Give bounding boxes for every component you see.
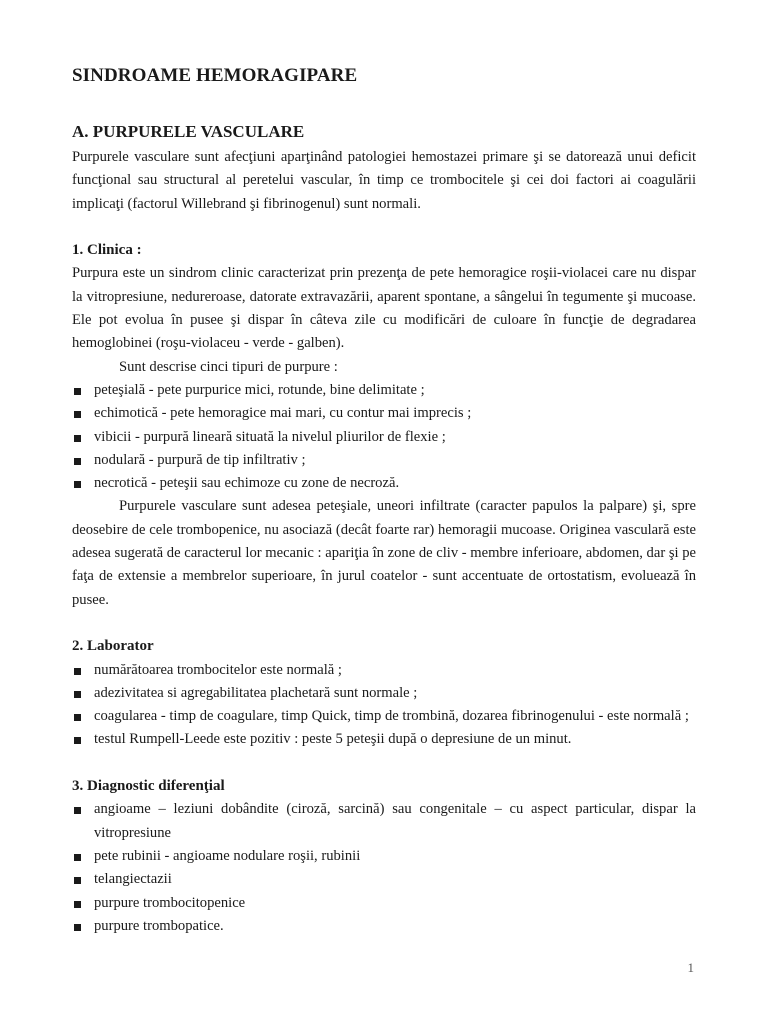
list-item-text: purpure trombocitopenice xyxy=(94,894,246,911)
list-item-text: telangiectazii xyxy=(94,871,172,888)
document-page xyxy=(72,62,696,938)
clinica-heading: 1. Clinica : xyxy=(72,242,142,259)
square-bullet-icon xyxy=(74,691,81,698)
list-item-text: pete rubinii - angioame nodulare roşii, rubinii xyxy=(94,847,361,864)
square-bullet-icon xyxy=(74,924,81,931)
list-item xyxy=(72,379,696,402)
list-item xyxy=(72,426,696,449)
square-bullet-icon xyxy=(74,668,81,675)
list-item-text: coagularea - timp de coagulare, timp Quick, timp de trombină, dozarea fibrinogenului - este normală ; xyxy=(94,708,689,725)
clinica-paragraph: Purpura este un sindrom clinic caracterizat prin prezenţa de pete hemoragice roşii-violacei care nu dispar la vitropresiune, nedureroase, datorate extravazării, aparent spontane, a sângelui în tegumente şi mucoase. Ele pot evolua în pusee şi dispar în câteva zile cu modificări de culoare în funcţie de degradarea hemoglobinei (roşu-violaceu - verde - galben). xyxy=(72,265,696,352)
list-item-text: testul Rumpell-Leede este pozitiv : peste 5 peteşii după o depresiune de un minut. xyxy=(94,731,572,748)
square-bullet-icon xyxy=(74,901,81,908)
list-item xyxy=(72,868,696,891)
list-item xyxy=(72,915,696,938)
square-bullet-icon xyxy=(74,854,81,861)
square-bullet-icon xyxy=(74,481,81,488)
list-item-text: necrotică - peteşii sau echimoze cu zone de necroză. xyxy=(94,475,400,492)
clinica-closing: Purpurele vasculare sunt adesea peteşiale, uneori infiltrate (caracter papulos la palpare) şi, spre deosebire de cele trombopenice, nu asociază (decât foarte rar) hemoragii mucoase. Originea vasculară este adesea sugerată de caracterul lor mecanic : apariţia în zone de cliv - membre inferioare, abdomen, dar şi pe faţa de extensie a membrelor superioare, în jurul coatelor - sunt accentuate de ortostatism, evoluează în pusee. xyxy=(72,498,696,608)
list-item-text: vibicii - purpură lineară situată la nivelul pliurilor de flexie ; xyxy=(94,428,446,445)
list-item xyxy=(72,798,696,845)
square-bullet-icon xyxy=(74,458,81,465)
list-item xyxy=(72,659,696,682)
square-bullet-icon xyxy=(74,411,81,418)
list-item xyxy=(72,728,696,751)
square-bullet-icon xyxy=(74,807,81,814)
list-item-text: nodulară - purpură de tip infiltrativ ; xyxy=(94,451,306,468)
list-item xyxy=(72,705,696,728)
laborator-heading: 2. Laborator xyxy=(72,638,154,655)
list-item xyxy=(72,402,696,425)
list-item-text: adezivitatea si agregabilitatea plachetară sunt normale ; xyxy=(94,684,418,701)
list-item-text: peteşială - pete purpurice mici, rotunde, bine delimitate ; xyxy=(94,381,425,398)
square-bullet-icon xyxy=(74,877,81,884)
square-bullet-icon xyxy=(74,714,81,721)
list-item-text: purpure trombopatice. xyxy=(94,917,224,934)
document-title: SINDROAME HEMORAGIPARE xyxy=(72,65,358,86)
spacer xyxy=(72,612,696,635)
square-bullet-icon xyxy=(74,388,81,395)
diagnostic-list xyxy=(72,798,696,938)
list-item-text: echimotică - pete hemoragice mai mari, cu contur mai imprecis ; xyxy=(94,405,472,422)
list-item-text: angioame – leziuni dobândite (ciroză, sarcină) sau congenitale – cu aspect particular, dispar la vitropresiune xyxy=(94,801,696,841)
section-a-heading: A. PURPURELE VASCULARE xyxy=(72,122,305,141)
diagnostic-heading: 3. Diagnostic diferenţial xyxy=(72,778,225,795)
section-a-intro: Purpurele vasculare sunt afecţiuni aparţinând patologiei hemostazei primare şi se datorează unui deficit funcţional sau structural al peretelui vascular, în timp ce trombocitele şi cei doi factori ai coagulării implicaţi (factorul Willebrand şi fibrinogenul) sunt normali. xyxy=(72,149,696,212)
spacer xyxy=(72,216,696,239)
page-number: 1 xyxy=(687,960,694,975)
list-item xyxy=(72,449,696,472)
spacer xyxy=(72,752,696,775)
list-item xyxy=(72,892,696,915)
laborator-list xyxy=(72,659,696,752)
purpura-types-list xyxy=(72,379,696,495)
list-item xyxy=(72,845,696,868)
square-bullet-icon xyxy=(74,435,81,442)
square-bullet-icon xyxy=(74,737,81,744)
list-item xyxy=(72,682,696,705)
clinica-types-intro: Sunt descrise cinci tipuri de purpure : xyxy=(119,358,338,375)
list-item xyxy=(72,472,696,495)
list-item-text: numărătoarea trombocitelor este normală ; xyxy=(94,661,342,678)
